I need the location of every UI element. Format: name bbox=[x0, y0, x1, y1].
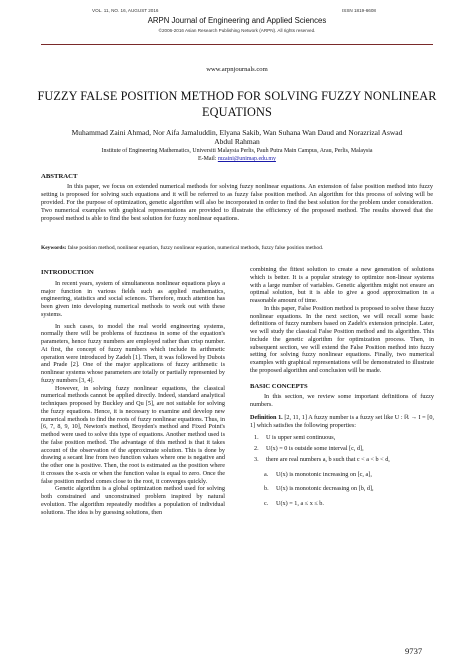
definition-label: Definition 1. bbox=[250, 413, 283, 421]
authors bbox=[0, 128, 474, 146]
email-label: E-Mail: bbox=[198, 156, 217, 162]
copyright: ©2006-2016 Asian Research Publishing Network (ARPN). All rights reserved. bbox=[158, 28, 316, 33]
affiliation: Institute of Engineering Mathematics, Universiti Malaysia Perlis, Pauh Putra Main Campus, Arau, Perlis, Malaysia bbox=[101, 148, 373, 154]
paragraph: In recent years, system of simultaneous nonlinear equations plays a major function in various fields such as applied mathematics, engineering, statistics and social sciences. Therefore, much attention has been given into developing numerical methods to work out with these systems. bbox=[41, 279, 225, 318]
sub-list-item: a. U(x) is monotonic increasing on [c, a], bbox=[264, 470, 372, 478]
title-line: FUZZY FALSE POSITION METHOD FOR SOLVING FUZZY NONLINEAR bbox=[37, 89, 437, 103]
property-list bbox=[250, 434, 434, 508]
email-link[interactable]: mzaini@unimap.edu.my bbox=[217, 156, 276, 162]
keywords bbox=[41, 245, 433, 251]
right-column bbox=[250, 266, 434, 511]
sub-list-item: b. U(x) is monotonic decreasing on [b, d], bbox=[264, 485, 374, 493]
section-heading: BASIC CONCEPTS bbox=[250, 382, 308, 390]
abstract-heading: ABSTRACT bbox=[41, 173, 78, 180]
paragraph: Genetic algorithm is a global optimization method used for solving both constrained and unconstrained problem inspired by natural evolution. The algorithm repeatedly modifies a population of individual solutions. The idea is by guessing solutions, then bbox=[41, 485, 225, 516]
authors-line: Muhammad Zaini Ahmad, Nor Aifa Jamaluddin, Elyana Sakib, Wan Suhana Wan Daud and Norazrizal Aswad bbox=[71, 128, 403, 137]
paragraph: combining the fittest solution to create a new generation of solutions which is better. It is a popular strategy to optimize non-linear systems with a large number of variables. Genetic algorithm might not ensure an optimal solution, but it is able to give a good approximation in a reasonable amount of time. bbox=[250, 266, 434, 304]
journal-name: ARPN Journal of Engineering and Applied Sciences bbox=[147, 16, 327, 25]
header-divider bbox=[41, 44, 433, 45]
left-column bbox=[41, 266, 225, 516]
paragraph: In such cases, to model the real world engineering systems, normally there will be problems of fuzziness in some of the equation's parameters, hence fuzzy numbers are employed rather than crisp number. At first, the concept of fuzzy numbers which include its arithmetic operation were introduced by Zadeh [1]. Then, it was followed by Dubois and Prade [2]. One of the major applications of fuzzy arithmetic is nonlinear systems whose parameters are totally or partially represented by fuzzy numbers [3, 4]. bbox=[41, 322, 225, 384]
definition-text: [2, 11, 1] A fuzzy number is a fuzzy set like U : ℝ → I = [0, 1] which satisfies the following properties: bbox=[250, 413, 434, 429]
email-line bbox=[0, 156, 474, 162]
website: www.arpnjournals.com bbox=[206, 66, 268, 73]
paragraph: In this paper, False Position method is proposed to solve these fuzzy nonlinear equations. In the next section, we will recall some basic definitions of fuzzy numbers based on Zadeh's extension principle. Later, we will study the classical False Position method and its algorithm. This include the genetic algorithm for optimization process. Then, in subsequent section, we will extend the False Position method into fuzzy setting for solving fuzzy nonlinear equations. Finally, two numerical examples with graphical representations will be demonstrated to illustrate the proposed algorithm and conclusion will be made. bbox=[250, 304, 434, 374]
list-item: 3. there are real numbers a, b such that c < a < b < d, bbox=[254, 455, 390, 463]
page-number: 9737 bbox=[405, 646, 423, 656]
abstract-text: In this paper, we focus on extended numerical methods for solving fuzzy nonlinear equations. An extension of false position method into fuzzy setting is proposed for solving such equations and it will be referred to as fuzzy false position method. An algorithm for this process of solving will be provided. For the purpose of optimization, genetic algorithm will also be incorporated in order to find the best solution for the problem under consideration. Two numerical examples with graphical representations are provided to illustrate the efficiency of the proposed method. The results showed that the proposed method is able to find the best solution for fuzzy nonlinear equations. bbox=[41, 183, 433, 223]
definition bbox=[250, 414, 434, 430]
authors-line: Abdul Rahman bbox=[214, 137, 260, 146]
list-item: 1. U is upper semi continuous, bbox=[254, 434, 336, 442]
volume-line: VOL. 11, NO. 16, AUGUST 2016 bbox=[92, 8, 159, 13]
paragraph: In this section, we review some important definitions of fuzzy numbers. bbox=[250, 393, 434, 408]
section-heading: INTRODUCTION bbox=[41, 269, 94, 276]
issn: ISSN 1819-6608 bbox=[342, 8, 376, 13]
keywords-label: Keywords: bbox=[41, 245, 67, 251]
paragraph: However, in solving fuzzy nonlinear equations, the classical numerical methods cannot be applied directly. Indeed, standard analytical techniques proposed by Buckley and Qu [5], are not suitable for solving the fuzzy equations. Hence, it is necessary to examine and develop new numerical methods to find the roots of fuzzy nonlinear equations. Thus, in [6, 7, 8, 9, 10], Newton's method, Broyden's method and Fixed Point's method were used to solve this type of equations. Another method used is the false position method. The advantage of this method is that it takes account of the observation of the approximate solution. This is done by drawing a secant line from two function values where one is negative and the other one is positive. Then, the root is estimated as the position where it crosses the x-axis or when the function value is equal to zero. Once the false position method comes close to the root, it converges quickly. bbox=[41, 384, 225, 485]
list-item: 2. U(x) = 0 is outside some interval [c, d], bbox=[254, 445, 364, 452]
paper-title bbox=[0, 89, 474, 120]
keywords-text: false position method, nonlinear equation, fuzzy nonlinear equation, numerical methods, fuzzy false position method. bbox=[67, 245, 324, 251]
title-line: EQUATIONS bbox=[202, 105, 272, 119]
sub-list-item: c. U(x) = 1, a ≤ x ≤ b. bbox=[264, 500, 324, 507]
